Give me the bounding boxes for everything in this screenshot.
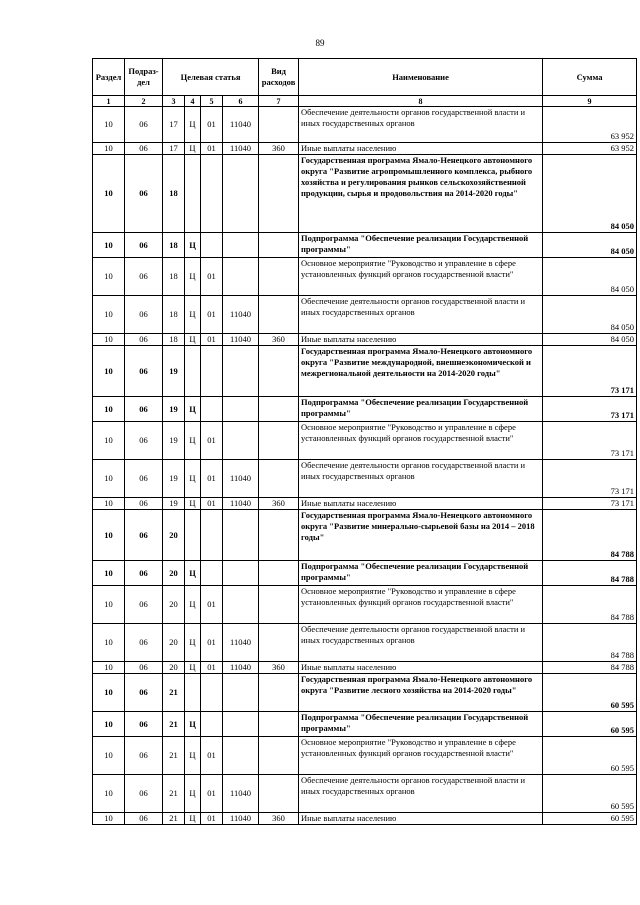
cell-direction-code: 11040 xyxy=(223,143,259,155)
cell-program-code: 20 xyxy=(163,624,185,662)
cell-activity-code xyxy=(201,561,223,586)
cell-activity-code xyxy=(201,346,223,397)
table-row xyxy=(93,334,637,346)
cell-sum: 84 788 xyxy=(543,561,637,586)
cell-expense-type xyxy=(259,107,299,143)
cell-name: Иные выплаты населению xyxy=(299,498,543,510)
cell-direction-code xyxy=(223,397,259,422)
cell-program-code: 21 xyxy=(163,737,185,775)
cell-razdel: 10 xyxy=(93,586,125,624)
cell-podrazdel: 06 xyxy=(125,674,163,712)
cell-program-code: 21 xyxy=(163,813,185,825)
cell-name: Обеспечение деятельности органов государственной власти и иных государственных органов xyxy=(299,624,543,662)
cell-activity-code: 01 xyxy=(201,662,223,674)
cell-sum: 84 788 xyxy=(543,586,637,624)
cell-expense-type xyxy=(259,422,299,460)
cell-program-code: 19 xyxy=(163,422,185,460)
cell-podrazdel: 06 xyxy=(125,460,163,498)
cell-podrazdel: 06 xyxy=(125,737,163,775)
cell-subprogram-code: Ц xyxy=(185,107,201,143)
cell-name: Основное мероприятие "Руководство и управление в сфере установленных функций органов государственной власти" xyxy=(299,737,543,775)
cell-subprogram-code: Ц xyxy=(185,775,201,813)
header-celevaya-statya: Целевая статья xyxy=(163,59,259,96)
cell-direction-code xyxy=(223,561,259,586)
header-vid-rashodov: Вид расходов xyxy=(259,59,299,96)
cell-program-code: 18 xyxy=(163,334,185,346)
cell-sum: 73 171 xyxy=(543,397,637,422)
cell-expense-type xyxy=(259,712,299,737)
table-row xyxy=(93,561,637,586)
cell-name: Основное мероприятие "Руководство и управление в сфере установленных функций органов государственной власти" xyxy=(299,586,543,624)
cell-activity-code: 01 xyxy=(201,624,223,662)
cell-sum: 84 788 xyxy=(543,662,637,674)
column-number: 7 xyxy=(259,96,299,107)
cell-sum: 84 788 xyxy=(543,624,637,662)
cell-expense-type xyxy=(259,155,299,233)
cell-program-code: 21 xyxy=(163,775,185,813)
cell-activity-code: 01 xyxy=(201,422,223,460)
table-row xyxy=(93,737,637,775)
cell-razdel: 10 xyxy=(93,107,125,143)
cell-direction-code xyxy=(223,674,259,712)
cell-subprogram-code xyxy=(185,510,201,561)
cell-subprogram-code: Ц xyxy=(185,258,201,296)
cell-razdel: 10 xyxy=(93,498,125,510)
cell-direction-code: 11040 xyxy=(223,813,259,825)
cell-program-code: 20 xyxy=(163,510,185,561)
cell-razdel: 10 xyxy=(93,674,125,712)
cell-expense-type xyxy=(259,624,299,662)
cell-name: Обеспечение деятельности органов государственной власти и иных государственных органов xyxy=(299,296,543,334)
cell-razdel: 10 xyxy=(93,712,125,737)
cell-direction-code: 11040 xyxy=(223,460,259,498)
cell-name: Обеспечение деятельности органов государственной власти и иных государственных органов xyxy=(299,460,543,498)
cell-program-code: 21 xyxy=(163,712,185,737)
cell-program-code: 18 xyxy=(163,233,185,258)
cell-subprogram-code: Ц xyxy=(185,498,201,510)
cell-name: Государственная программа Ямало-Ненецкого автономного округа "Развитие лесного хозяйства на 2014-2020 годы" xyxy=(299,674,543,712)
cell-program-code: 19 xyxy=(163,498,185,510)
cell-activity-code xyxy=(201,674,223,712)
cell-direction-code: 11040 xyxy=(223,775,259,813)
cell-expense-type xyxy=(259,346,299,397)
header-summa: Сумма xyxy=(543,59,637,96)
cell-direction-code xyxy=(223,586,259,624)
cell-razdel: 10 xyxy=(93,346,125,397)
table-row xyxy=(93,498,637,510)
cell-name: Подпрограмма "Обеспечение реализации Государственной программы" xyxy=(299,712,543,737)
table-row xyxy=(93,258,637,296)
cell-expense-type xyxy=(259,460,299,498)
column-number: 9 xyxy=(543,96,637,107)
cell-expense-type xyxy=(259,674,299,712)
cell-expense-type xyxy=(259,296,299,334)
cell-sum: 73 171 xyxy=(543,422,637,460)
cell-name: Подпрограмма "Обеспечение реализации Государственной программы" xyxy=(299,233,543,258)
cell-podrazdel: 06 xyxy=(125,258,163,296)
cell-activity-code xyxy=(201,155,223,233)
cell-expense-type xyxy=(259,737,299,775)
cell-activity-code: 01 xyxy=(201,813,223,825)
cell-subprogram-code xyxy=(185,155,201,233)
cell-name: Подпрограмма "Обеспечение реализации Государственной программы" xyxy=(299,397,543,422)
cell-podrazdel: 06 xyxy=(125,155,163,233)
cell-subprogram-code: Ц xyxy=(185,737,201,775)
table-row xyxy=(93,143,637,155)
cell-podrazdel: 06 xyxy=(125,346,163,397)
cell-podrazdel: 06 xyxy=(125,775,163,813)
cell-activity-code: 01 xyxy=(201,498,223,510)
cell-razdel: 10 xyxy=(93,397,125,422)
cell-sum: 73 171 xyxy=(543,346,637,397)
column-number: 1 xyxy=(93,96,125,107)
cell-name: Обеспечение деятельности органов государственной власти и иных государственных органов xyxy=(299,107,543,143)
table-row xyxy=(93,510,637,561)
cell-podrazdel: 06 xyxy=(125,510,163,561)
cell-sum: 60 595 xyxy=(543,674,637,712)
cell-subprogram-code: Ц xyxy=(185,397,201,422)
cell-razdel: 10 xyxy=(93,662,125,674)
cell-activity-code: 01 xyxy=(201,737,223,775)
cell-subprogram-code: Ц xyxy=(185,813,201,825)
header-row xyxy=(93,59,637,96)
cell-direction-code xyxy=(223,155,259,233)
table-row xyxy=(93,460,637,498)
cell-activity-code: 01 xyxy=(201,460,223,498)
table-row xyxy=(93,422,637,460)
cell-activity-code: 01 xyxy=(201,334,223,346)
table-row xyxy=(93,397,637,422)
cell-podrazdel: 06 xyxy=(125,334,163,346)
cell-razdel: 10 xyxy=(93,296,125,334)
cell-subprogram-code: Ц xyxy=(185,143,201,155)
cell-direction-code xyxy=(223,346,259,397)
table-row xyxy=(93,233,637,258)
cell-subprogram-code: Ц xyxy=(185,662,201,674)
cell-expense-type xyxy=(259,561,299,586)
cell-direction-code: 11040 xyxy=(223,334,259,346)
cell-sum: 73 171 xyxy=(543,460,637,498)
cell-razdel: 10 xyxy=(93,143,125,155)
cell-podrazdel: 06 xyxy=(125,662,163,674)
cell-activity-code: 01 xyxy=(201,586,223,624)
header-razdel: Раздел xyxy=(93,59,125,96)
cell-activity-code: 01 xyxy=(201,296,223,334)
cell-expense-type xyxy=(259,258,299,296)
cell-razdel: 10 xyxy=(93,460,125,498)
cell-sum: 60 595 xyxy=(543,712,637,737)
cell-subprogram-code xyxy=(185,674,201,712)
cell-sum: 84 050 xyxy=(543,233,637,258)
cell-program-code: 18 xyxy=(163,296,185,334)
cell-expense-type: 360 xyxy=(259,498,299,510)
cell-sum: 63 952 xyxy=(543,107,637,143)
cell-sum: 60 595 xyxy=(543,813,637,825)
cell-subprogram-code: Ц xyxy=(185,624,201,662)
table-row xyxy=(93,107,637,143)
cell-podrazdel: 06 xyxy=(125,498,163,510)
cell-razdel: 10 xyxy=(93,775,125,813)
table-row xyxy=(93,586,637,624)
cell-direction-code xyxy=(223,233,259,258)
cell-razdel: 10 xyxy=(93,624,125,662)
cell-name: Подпрограмма "Обеспечение реализации Государственной программы" xyxy=(299,561,543,586)
column-number: 3 xyxy=(163,96,185,107)
cell-expense-type xyxy=(259,775,299,813)
cell-sum: 60 595 xyxy=(543,775,637,813)
cell-podrazdel: 06 xyxy=(125,586,163,624)
cell-subprogram-code: Ц xyxy=(185,334,201,346)
cell-activity-code: 01 xyxy=(201,107,223,143)
table-row xyxy=(93,624,637,662)
cell-direction-code xyxy=(223,422,259,460)
cell-name: Иные выплаты населению xyxy=(299,143,543,155)
cell-sum: 73 171 xyxy=(543,498,637,510)
cell-expense-type: 360 xyxy=(259,334,299,346)
cell-podrazdel: 06 xyxy=(125,561,163,586)
cell-expense-type xyxy=(259,233,299,258)
cell-name: Обеспечение деятельности органов государственной власти и иных государственных органов xyxy=(299,775,543,813)
cell-direction-code xyxy=(223,510,259,561)
cell-direction-code: 11040 xyxy=(223,662,259,674)
cell-subprogram-code: Ц xyxy=(185,296,201,334)
cell-sum: 84 050 xyxy=(543,258,637,296)
cell-activity-code xyxy=(201,397,223,422)
cell-subprogram-code xyxy=(185,346,201,397)
cell-program-code: 19 xyxy=(163,346,185,397)
cell-expense-type: 360 xyxy=(259,143,299,155)
table-row xyxy=(93,155,637,233)
cell-expense-type xyxy=(259,510,299,561)
cell-activity-code xyxy=(201,712,223,737)
cell-direction-code xyxy=(223,712,259,737)
cell-razdel: 10 xyxy=(93,737,125,775)
cell-podrazdel: 06 xyxy=(125,296,163,334)
cell-name: Государственная программа Ямало-Ненецкого автономного округа "Развитие международной, внешнеэкономической и межрегиональной деятельности на 2014-2020 годы" xyxy=(299,346,543,397)
cell-expense-type xyxy=(259,586,299,624)
cell-subprogram-code: Ц xyxy=(185,586,201,624)
cell-razdel: 10 xyxy=(93,258,125,296)
cell-razdel: 10 xyxy=(93,334,125,346)
cell-podrazdel: 06 xyxy=(125,143,163,155)
column-number: 5 xyxy=(201,96,223,107)
budget-table xyxy=(92,58,637,825)
cell-expense-type: 360 xyxy=(259,813,299,825)
table-row xyxy=(93,813,637,825)
cell-activity-code: 01 xyxy=(201,775,223,813)
table-row xyxy=(93,662,637,674)
header-podrazdel: Подраз-дел xyxy=(125,59,163,96)
cell-podrazdel: 06 xyxy=(125,397,163,422)
table-row xyxy=(93,775,637,813)
cell-name: Иные выплаты населению xyxy=(299,334,543,346)
cell-sum: 84 050 xyxy=(543,334,637,346)
cell-activity-code: 01 xyxy=(201,143,223,155)
cell-razdel: 10 xyxy=(93,813,125,825)
cell-podrazdel: 06 xyxy=(125,233,163,258)
cell-razdel: 10 xyxy=(93,561,125,586)
cell-program-code: 17 xyxy=(163,107,185,143)
cell-name: Государственная программа Ямало-Ненецкого автономного округа "Развитие агропромышленного комплекса, рыбного хозяйства и регулирования рынков сельскохозяйственной продукции, сырья и продовольствия на 2014-2020 годы" xyxy=(299,155,543,233)
cell-razdel: 10 xyxy=(93,155,125,233)
cell-name: Основное мероприятие "Руководство и управление в сфере установленных функций органов государственной власти" xyxy=(299,258,543,296)
table-row xyxy=(93,712,637,737)
cell-program-code: 19 xyxy=(163,397,185,422)
cell-razdel: 10 xyxy=(93,422,125,460)
column-number: 2 xyxy=(125,96,163,107)
cell-activity-code xyxy=(201,233,223,258)
table-row xyxy=(93,296,637,334)
cell-direction-code: 11040 xyxy=(223,498,259,510)
cell-name: Государственная программа Ямало-Ненецкого автономного округа "Развитие минерально-сырьевой базы на 2014 – 2018 годы" xyxy=(299,510,543,561)
cell-direction-code: 11040 xyxy=(223,296,259,334)
cell-direction-code xyxy=(223,258,259,296)
cell-podrazdel: 06 xyxy=(125,712,163,737)
cell-program-code: 18 xyxy=(163,155,185,233)
column-number: 8 xyxy=(299,96,543,107)
cell-name: Иные выплаты населению xyxy=(299,813,543,825)
cell-name: Основное мероприятие "Руководство и управление в сфере установленных функций органов государственной власти" xyxy=(299,422,543,460)
cell-program-code: 20 xyxy=(163,586,185,624)
cell-direction-code: 11040 xyxy=(223,624,259,662)
cell-subprogram-code: Ц xyxy=(185,233,201,258)
column-number: 4 xyxy=(185,96,201,107)
table-row xyxy=(93,346,637,397)
table-row xyxy=(93,674,637,712)
cell-sum: 60 595 xyxy=(543,737,637,775)
cell-podrazdel: 06 xyxy=(125,624,163,662)
cell-activity-code xyxy=(201,510,223,561)
cell-expense-type xyxy=(259,397,299,422)
cell-direction-code xyxy=(223,737,259,775)
header-naimenovanie: Наименование xyxy=(299,59,543,96)
cell-program-code: 20 xyxy=(163,662,185,674)
cell-podrazdel: 06 xyxy=(125,422,163,460)
cell-program-code: 20 xyxy=(163,561,185,586)
cell-subprogram-code: Ц xyxy=(185,422,201,460)
cell-expense-type: 360 xyxy=(259,662,299,674)
cell-program-code: 18 xyxy=(163,258,185,296)
table-body xyxy=(93,107,637,825)
cell-subprogram-code: Ц xyxy=(185,460,201,498)
cell-activity-code: 01 xyxy=(201,258,223,296)
cell-program-code: 19 xyxy=(163,460,185,498)
cell-podrazdel: 06 xyxy=(125,107,163,143)
cell-podrazdel: 06 xyxy=(125,813,163,825)
cell-program-code: 17 xyxy=(163,143,185,155)
cell-subprogram-code: Ц xyxy=(185,561,201,586)
cell-sum: 84 050 xyxy=(543,296,637,334)
cell-program-code: 21 xyxy=(163,674,185,712)
cell-razdel: 10 xyxy=(93,510,125,561)
cell-direction-code: 11040 xyxy=(223,107,259,143)
cell-name: Иные выплаты населению xyxy=(299,662,543,674)
cell-subprogram-code: Ц xyxy=(185,712,201,737)
cell-sum: 84 788 xyxy=(543,510,637,561)
page-number: 89 xyxy=(315,38,325,48)
column-number-row xyxy=(93,96,637,107)
cell-sum: 63 952 xyxy=(543,143,637,155)
cell-razdel: 10 xyxy=(93,233,125,258)
column-number: 6 xyxy=(223,96,259,107)
cell-sum: 84 050 xyxy=(543,155,637,233)
